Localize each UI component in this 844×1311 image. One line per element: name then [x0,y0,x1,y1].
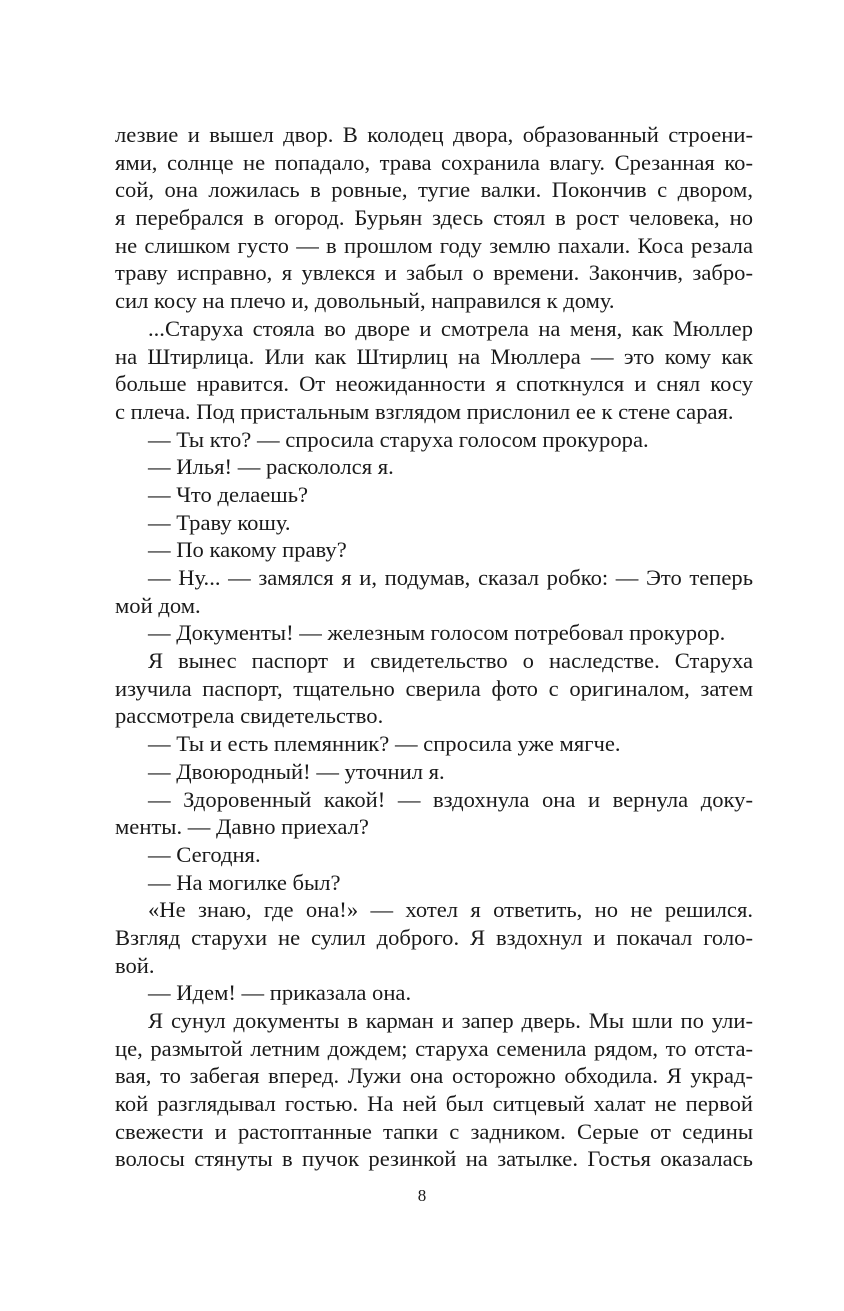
text-line: свежести и растоптанные тапки с задником. Серые от седины [115,1118,753,1144]
text-line: сой, она ложилась в ровные, тугие валки. Покончив с двором, [115,177,753,203]
text-line: ями, солнце не попадало, трава сохранила влагу. Срезанная ко- [115,149,753,175]
text-line: — Что делаешь? [148,481,309,507]
text-line: — Ну... — замялся я и, подумав, сказал робко: — Это теперь [148,565,753,590]
text-line: вой. [115,952,155,978]
text-line: менты. — Давно приехал? [115,814,369,840]
text-line: — Сегодня. [148,841,261,867]
page-number: 8 [417,1186,427,1205]
text-line: — Ты кто? — спросила старуха голосом прокурора. [148,426,649,452]
text-line: с плеча. Под пристальным взглядом прислонил ее к стене сарая. [115,398,734,424]
text-line: — Документы! — железным голосом потребовал прокурор. [148,620,726,646]
text-line: — Двоюродный! — уточнил я. [148,758,445,784]
text-line: на Штирлица. Или как Штирлиц на Мюллера — это кому как [115,343,753,369]
text-line: — Траву кошу. [148,509,291,535]
text-line: не слишком густо — в прошлом году землю пахали. Коса резала [115,232,753,258]
text-line: — По какому праву? [148,537,347,563]
text-line: кой разглядывал гостью. На ней был ситцевый халат не первой [115,1091,753,1117]
text-line: — Идем! — приказала она. [148,980,412,1006]
text-line: изучила паспорт, тщательно сверила фото с оригиналом, затем [115,675,753,701]
text-line: лезвие и вышел двор. В колодец двора, образованный строени- [115,122,753,147]
text-line: мой дом. [115,592,201,618]
text-line: Я вынес паспорт и свидетельство о наследстве. Старуха [148,648,753,674]
text-line: Я сунул документы в карман и запер дверь. Мы шли по ули- [148,1008,753,1033]
text-line: це, размытой летним дождем; старуха семенила рядом, то отста- [115,1035,753,1061]
text-line: траву исправно, я увлекся и забыл о времени. Закончив, забро- [115,260,753,286]
text-line: «Не знаю, где она!» — хотел я ответить, но не решился. [148,897,753,923]
text-line: я перебрался в огород. Бурьян здесь стоял в рост человека, но [115,205,753,231]
text-line: вая, то забегая вперед. Лужи она осторожно обходила. Я украд- [115,1063,753,1089]
text-line: — Здоровенный какой! — вздохнула она и вернула доку- [148,786,753,812]
text-line: ...Старуха стояла во дворе и смотрела на меня, как Мюллер [148,315,753,341]
text-line: рассмотрела свидетельство. [115,703,384,729]
text-line: волосы стянуты в пучок резинкой на затылке. Гостья оказалась [115,1146,753,1172]
text-line: — Ты и есть племянник? — спросила уже мягче. [148,731,621,757]
text-line: — Илья! — раскололся я. [148,454,394,480]
text-line: больше нравится. От неожиданности я споткнулся и снял косу [115,371,753,397]
body-text [115,121,753,1173]
text-line: сил косу на плечо и, довольный, направился к дому. [115,288,615,314]
text-line: — На могилке был? [148,869,341,895]
text-line: Взгляд старухи не сулил доброго. Я вздохнул и покачал голо- [115,924,753,950]
